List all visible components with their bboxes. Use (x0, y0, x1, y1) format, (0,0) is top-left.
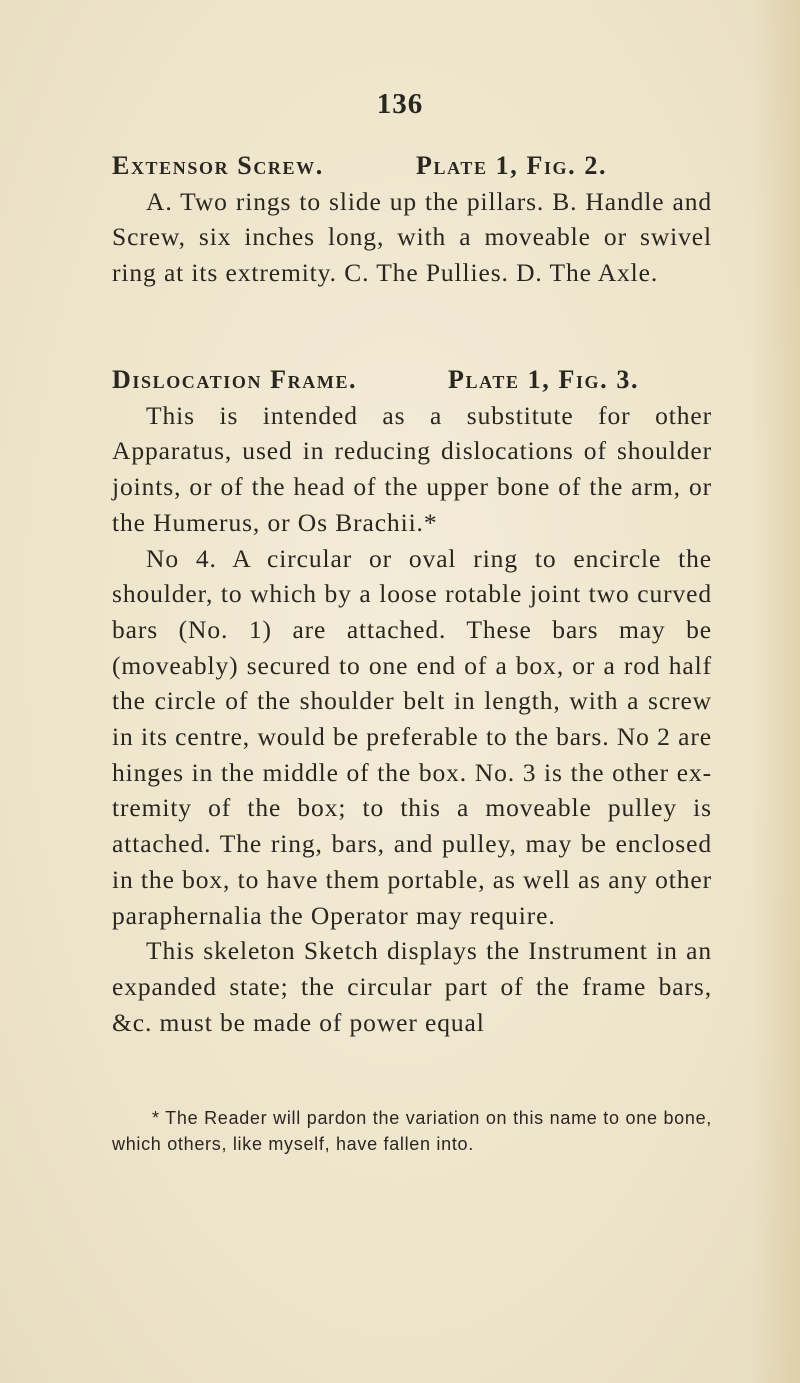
section-dislocation-frame (112, 362, 712, 1040)
page-number: 136 (376, 88, 424, 120)
page-edge-shading (752, 0, 800, 1383)
footnote-text: * The Reader will pardon the variation on this name to one bone, which others, like myself, have fallen into. (112, 1108, 712, 1154)
footnote (112, 1105, 712, 1157)
heading-title: Dislocation Frame. (112, 365, 358, 394)
paragraph: This is intended as a substitute for other Apparatus, used in reducing dislocations of shoulder joints, or of the head of the upper bone of the arm, or the Humerus, or Os Brachii.* (112, 400, 712, 537)
heading-title: Extensor Screw. (112, 151, 324, 180)
heading-plate-reference: Plate 1, Fig. 3. (448, 365, 640, 394)
section-extensor-screw (112, 148, 712, 291)
section-heading (112, 362, 712, 398)
paragraph: A. Two rings to slide up the pillars. B. Handle and Screw, six inches long, with a moveable or swivel ring at its extremity. C. The Pullies. D. The Axle. (112, 186, 712, 288)
paragraph: No 4. A circular or oval ring to encircle the shoulder, to which by a loose rotable joint two curved bars (No. 1) are attached. These bars may be (moveably) secured to one end of a box, or a rod half the circle of the shoulder belt in length, with a screw in its centre, would be preferable to the bars. No 2 are hinges in the middle of the box. No. 3 is the other ex-tremity of the box; to this a moveable pulley is attached. The ring, bars, and pulley, may be enclosed in the box, to have them portable, as well as any other paraphernalia the Operator may require. (112, 543, 712, 930)
heading-plate-reference: Plate 1, Fig. 2. (416, 151, 608, 180)
section-heading (112, 148, 712, 184)
paragraph: This skeleton Sketch displays the Instrument in an expanded state; the circular part of the frame bars, &c. must be made of power equal (112, 936, 712, 1037)
